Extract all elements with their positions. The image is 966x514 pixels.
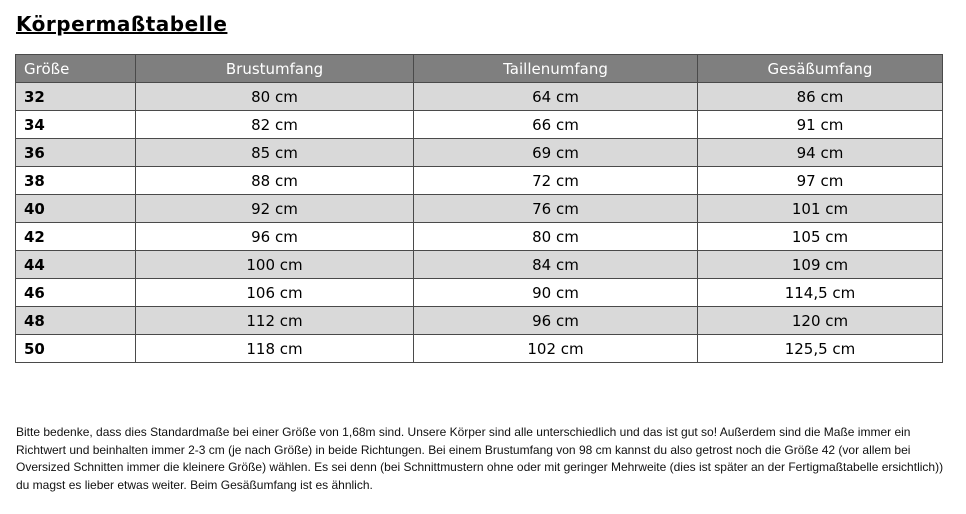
hip-cell: 97 cm (698, 167, 943, 195)
hip-cell: 105 cm (698, 223, 943, 251)
size-table (15, 54, 943, 363)
size-cell: 50 (16, 335, 136, 363)
size-cell: 42 (16, 223, 136, 251)
table-row (16, 111, 943, 139)
table-row (16, 83, 943, 111)
table-row (16, 167, 943, 195)
table-row (16, 307, 943, 335)
table-row (16, 251, 943, 279)
table-row (16, 223, 943, 251)
waist-cell: 69 cm (414, 139, 698, 167)
hip-cell: 101 cm (698, 195, 943, 223)
hip-cell: 91 cm (698, 111, 943, 139)
waist-cell: 64 cm (414, 83, 698, 111)
page-title: Körpermaßtabelle (16, 12, 228, 36)
waist-cell: 96 cm (414, 307, 698, 335)
chest-cell: 92 cm (136, 195, 414, 223)
waist-cell: 84 cm (414, 251, 698, 279)
chest-cell: 96 cm (136, 223, 414, 251)
chest-cell: 85 cm (136, 139, 414, 167)
size-cell: 32 (16, 83, 136, 111)
hip-cell: 114,5 cm (698, 279, 943, 307)
chest-cell: 112 cm (136, 307, 414, 335)
hip-cell: 86 cm (698, 83, 943, 111)
chest-cell: 88 cm (136, 167, 414, 195)
chest-cell: 100 cm (136, 251, 414, 279)
size-cell: 48 (16, 307, 136, 335)
size-cell: 36 (16, 139, 136, 167)
chest-cell: 80 cm (136, 83, 414, 111)
hip-cell: 120 cm (698, 307, 943, 335)
hip-cell: 94 cm (698, 139, 943, 167)
chest-cell: 106 cm (136, 279, 414, 307)
size-cell: 40 (16, 195, 136, 223)
waist-cell: 66 cm (414, 111, 698, 139)
chest-cell: 118 cm (136, 335, 414, 363)
table-row (16, 279, 943, 307)
size-cell: 34 (16, 111, 136, 139)
size-cell: 38 (16, 167, 136, 195)
chest-cell: 82 cm (136, 111, 414, 139)
size-note: Bitte bedenke, dass dies Standardmaße bei einer Größe von 1,68m sind. Unsere Körper sind alle unterschiedlich und das ist gut so! Außerdem sind die Maße immer ein Richtwert und beinhalten immer 2-3 cm (je nach Größe) in beide Richtungen. Bei einem Brustumfang von 98 cm kannst du also getrost noch die Größe 42 (vor allem bei Oversized Schnitten immer die kleinere Größe) wählen. Es sei denn (bei Schnittmustern ohne oder mit geringer Mehrweite (dies ist später an der Fertigmaßtabelle ersichtlich)) du magst es lieber etwas weiter. Beim Gesäßumfang ist es ähnlich. (16, 425, 944, 492)
size-cell: 44 (16, 251, 136, 279)
table-row (16, 139, 943, 167)
waist-cell: 72 cm (414, 167, 698, 195)
waist-cell: 102 cm (414, 335, 698, 363)
hip-cell: 109 cm (698, 251, 943, 279)
table-row (16, 195, 943, 223)
header-size: Größe (16, 55, 136, 83)
hip-cell: 125,5 cm (698, 335, 943, 363)
waist-cell: 76 cm (414, 195, 698, 223)
waist-cell: 90 cm (414, 279, 698, 307)
header-chest: Brustumfang (136, 55, 414, 83)
header-waist: Taillenumfang (414, 55, 698, 83)
table-row (16, 335, 943, 363)
waist-cell: 80 cm (414, 223, 698, 251)
size-cell: 46 (16, 279, 136, 307)
table-header-row (16, 55, 943, 83)
header-hip: Gesäßumfang (698, 55, 943, 83)
